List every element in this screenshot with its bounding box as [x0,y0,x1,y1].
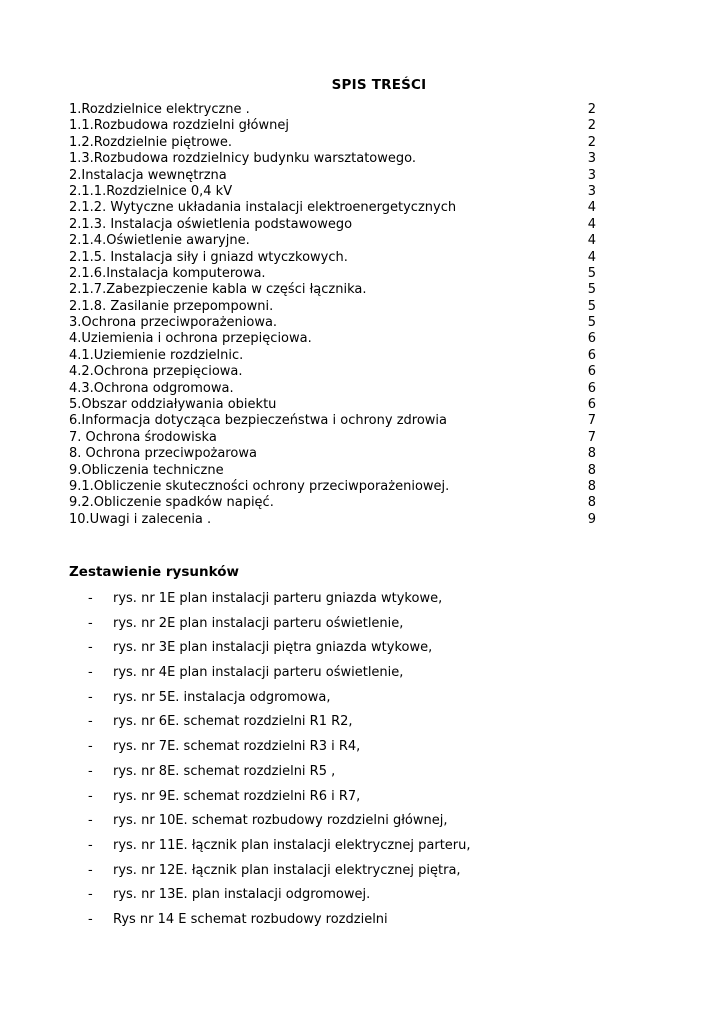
toc-entry-label: 2.1.8. Zasilanie przepompowni. [69,298,274,314]
toc-entry [69,381,596,397]
figure-item-label: rys. nr 8E. schemat rozdzielni R5 , [113,763,336,779]
figure-item-label: rys. nr 13E. plan instalacji odgromowej. [113,887,371,903]
toc-entry-page: 8 [587,478,596,494]
toc-entry-page: 6 [587,380,596,396]
toc-entry [69,495,596,511]
toc-entry [69,266,596,282]
toc-entry-page: 5 [587,282,596,298]
toc-entry-label: 7. Ochrona środowiska [69,429,217,445]
toc-entry-page: 5 [587,315,596,331]
list-dash: - [88,813,93,829]
figure-item-label: rys. nr 5E. instalacja odgromowa, [113,689,331,705]
list-dash: - [88,887,93,903]
toc-entry-page: 6 [587,364,596,380]
toc-entry-label: 1.2.Rozdzielnie piętrowe. [69,134,233,150]
list-dash: - [88,714,93,730]
toc-entry [69,430,596,446]
toc-entry-label: 2.1.7.Zabezpieczenie kabla w części łącznika. [69,282,367,298]
list-dash: - [88,689,93,705]
toc-entry [69,102,596,118]
list-dash: - [88,665,93,681]
figure-item-label: rys. nr 12E. łącznik plan instalacji elektrycznej piętra, [113,862,461,878]
list-dash: - [88,640,93,656]
toc-entry [69,233,596,249]
toc-entry-page: 2 [587,134,596,150]
figure-item [88,762,648,787]
figure-item [88,910,648,935]
list-dash: - [88,837,93,853]
figure-item [88,614,648,639]
toc-entry [69,200,596,216]
list-dash: - [88,739,93,755]
toc-entry-page: 7 [587,413,596,429]
toc-entry-label: 4.1.Uziemienie rozdzielnic. [69,347,244,363]
toc-entry-label: 10.Uwagi i zalecenia . [69,511,212,527]
figure-item-label: rys. nr 1E plan instalacji parteru gniazda wtykowe, [113,591,443,606]
list-dash: - [88,591,93,606]
toc-entry-page: 8 [587,446,596,462]
toc-entry [69,397,596,413]
toc-entry-label: 2.1.1.Rozdzielnice 0,4 kV [69,183,233,199]
toc-entry [69,168,596,184]
toc-entry-page: 5 [587,298,596,314]
toc-entry-page: 7 [587,429,596,445]
toc-entry-label: 4.2.Ochrona przepięciowa. [69,364,243,380]
toc-entry-label: 5.Obszar oddziaływania obiektu [69,397,277,413]
toc-entry-page: 6 [587,347,596,363]
figure-item-label: rys. nr 9E. schemat rozdzielni R6 i R7, [113,788,361,804]
toc-entry [69,299,596,315]
figure-item-label: rys. nr 4E plan instalacji parteru oświetlenie, [113,665,404,681]
figure-item [88,836,648,861]
toc-entry [69,479,596,495]
figure-item-label: rys. nr 10E. schemat rozbudowy rozdzielni głównej, [113,813,448,829]
page-title: SPIS TREŚCI [331,77,427,93]
figure-item [88,663,648,688]
figure-item [88,589,648,614]
figure-item [88,638,648,663]
toc-entry [69,315,596,331]
toc-entry [69,364,596,380]
toc-entry-page: 9 [587,511,596,527]
figure-item [88,885,648,910]
figure-item-label: Rys nr 14 E schemat rozbudowy rozdzielni [113,911,388,927]
list-dash: - [88,763,93,779]
toc-entry-label: 2.1.5. Instalacja siły i gniazd wtyczkowych. [69,249,348,265]
toc-entry-page: 4 [587,249,596,265]
list-dash: - [88,788,93,804]
toc-entry [69,331,596,347]
figures-list [88,589,648,935]
toc-entry-page: 5 [587,265,596,281]
toc-entry-page: 3 [587,167,596,183]
toc-entry [69,413,596,429]
toc-entry-label: 2.1.3. Instalacja oświetlenia podstawowego [69,216,353,232]
toc-entry [69,135,596,151]
toc-entry-page: 3 [587,151,596,167]
toc-entry [69,446,596,462]
toc-entry-page: 4 [587,200,596,216]
toc-entry-page: 2 [587,102,596,117]
figure-item [88,861,648,886]
toc-entry-page: 2 [587,118,596,134]
toc-entry-label: 2.1.4.Oświetlenie awaryjne. [69,233,250,249]
figure-item [88,787,648,812]
toc-entry [69,282,596,298]
figures-heading: Zestawienie rysunków [69,564,239,580]
toc-entry-page: 3 [587,183,596,199]
toc-entry-label: 3.Ochrona przeciwporażeniowa. [69,315,278,331]
toc-entry [69,250,596,266]
toc-entry-label: 2.Instalacja wewnętrzna [69,167,227,183]
toc-entry-label: 9.1.Obliczenie skuteczności ochrony przeciwporażeniowej. [69,478,450,494]
toc-entry-page: 6 [587,397,596,413]
toc-entry-label: 2.1.6.Instalacja komputerowa. [69,265,266,281]
figure-item-label: rys. nr 3E plan instalacji piętra gniazda wtykowe, [113,640,433,656]
toc-entry [69,184,596,200]
toc-entry [69,348,596,364]
toc-entry-label: 4.Uziemienia i ochrona przepięciowa. [69,331,312,347]
toc-entry-page: 6 [587,331,596,347]
toc-entry [69,217,596,233]
toc-entry-page: 4 [587,233,596,249]
toc-entry-label: 1.3.Rozbudowa rozdzielnicy budynku warsztatowego. [69,151,416,167]
toc-entry-label: 1.1.Rozbudowa rozdzielni głównej [69,118,289,134]
toc-entry [69,151,596,167]
toc-entry-label: 4.3.Ochrona odgromowa. [69,380,234,396]
toc-entry-label: 9.Obliczenia techniczne [69,462,224,478]
toc-entry [69,463,596,479]
figure-item [88,737,648,762]
list-dash: - [88,615,93,631]
figure-item [88,811,648,836]
table-of-contents [69,102,596,528]
toc-entry-label: 6.Informacja dotycząca bezpieczeństwa i ochrony zdrowia [69,413,447,429]
toc-entry [69,118,596,134]
figure-item [88,688,648,713]
figure-item [88,712,648,737]
figure-item-label: rys. nr 6E. schemat rozdzielni R1 R2, [113,714,353,730]
figure-item-label: rys. nr 11E. łącznik plan instalacji elektrycznej parteru, [113,837,471,853]
toc-entry-label: 8. Ochrona przeciwpożarowa [69,446,257,462]
toc-entry-label: 2.1.2. Wytyczne układania instalacji elektroenergetycznych [69,200,457,216]
list-dash: - [88,911,93,927]
toc-entry [69,512,596,528]
toc-entry-page: 8 [587,462,596,478]
toc-entry-page: 4 [587,216,596,232]
toc-entry-label: 1.Rozdzielnice elektryczne . [69,102,250,117]
figure-item-label: rys. nr 2E plan instalacji parteru oświetlenie, [113,615,404,631]
toc-entry-page: 8 [587,495,596,511]
list-dash: - [88,862,93,878]
toc-entry-label: 9.2.Obliczenie spadków napięć. [69,495,274,511]
figure-item-label: rys. nr 7E. schemat rozdzielni R3 i R4, [113,739,361,755]
